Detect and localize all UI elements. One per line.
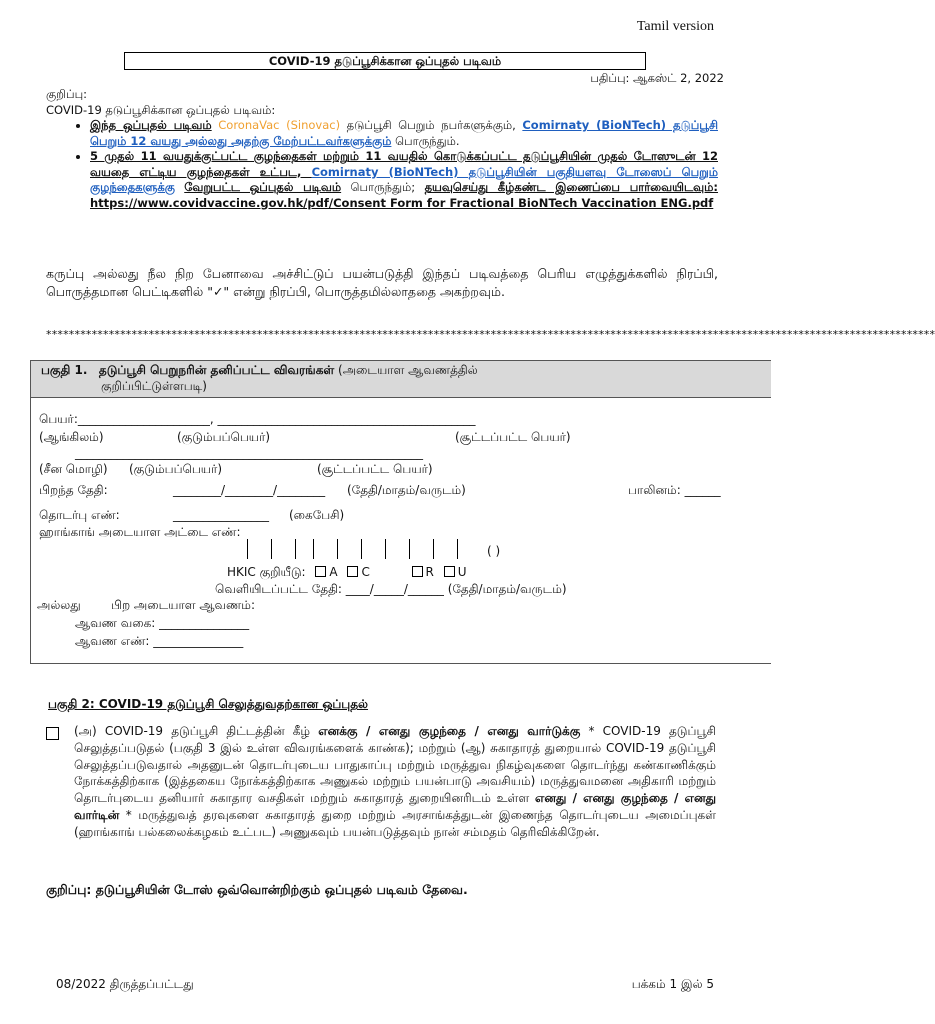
bullet-2-bold: 5 முதல் 11 வயதுக்குட்பட்ட குழந்தைகள் மற்றும் 11 வயதில் கொடுக்கப்பட்ட தடுப்பூசியின் முதல் டோஸுடன் 12 வயதை எட்டிய குழந்தைகள் உட்பட, [90,149,718,179]
dob-format: (தேதி/மாதம்/வருடம்) [347,483,466,497]
or-label: அல்லது [37,598,81,612]
bullet-2-see: தயவுசெய்து கீழ்கண்ட இணைப்பை பார்வையிடவும்: [424,180,719,195]
hkid-boxes[interactable] [247,539,457,561]
given-name-label: (சூட்டப்பட்ட பெயர்) [455,430,571,444]
code-u-label: U [457,565,467,579]
comirnaty-link-2[interactable]: Comirnaty (BioNTech) தடுப்பூசியின் பகுதியளவு டோஸைப் பெறும் குழந்தைகளுக்கு [90,164,718,195]
hkid-box[interactable] [271,539,296,559]
comirnaty-link-1[interactable]: Comirnaty (BioNTech) தடுப்பூசி பெறும் 12 வயது அல்லது அதற்கு மேற்பட்டவர்களுக்கும் [90,118,718,148]
bullet-2-mid: பொருந்தும்; [341,180,425,195]
checkbox-u[interactable] [444,566,455,577]
hkic-code-row [227,564,466,580]
hkid-box[interactable] [361,539,386,559]
hkid-box[interactable] [247,539,272,559]
checkbox-c[interactable] [347,566,358,577]
chinese-label: (சீன மொழி) [39,462,108,476]
hkid-box[interactable] [313,539,338,559]
doc-type-field[interactable]: ஆவண வகை: _______________ [75,616,250,630]
consent-text-2: * COVID-19 தடுப்பூசி செலுத்தப்படுதல் (பகுதி 3 இல் உள்ள விவரங்களைக் காண்க); மற்றும் (ஆ) சுகாதாரத் துறையால் COVID-19 தடுப்பூசி செலுத்தப்படுவதால் அதனுடன் தொடர்புடைய பாதுகாப்பு மற்றும் மருத்துவ நிகழ்வுகளை தொடர்ந்து கண்காணிக்கும் நோக்கத்திற்காக (இத்தகைய நோக்கத்திற்காக அணுகல் மற்றும் பயன்பாடு அவசியம்) மருத்துவமனை அதிகாரி மற்றும் தொடர்புடைய தனியார் சுகாதார வசதிகள் மற்றும் சுகாதாரத் துறையினரிடம் உள்ள [74,724,716,806]
section-1-subtitle-b: குறிப்பிட்டுள்ளபடி) [101,378,207,393]
name-blank[interactable]: ______________________, ___________________________________________ [77,412,476,426]
consent-bold-1: எனக்கு / எனது குழந்தை / எனது வார்டுக்கு [318,724,581,738]
bullet-1 [90,118,718,149]
issue-date-row [215,581,567,597]
dob-label: பிறந்த தேதி: [39,483,108,497]
note-bullets [46,118,718,211]
chinese-name-blank[interactable]: __________________________________________________________ [75,446,423,460]
name-label: பெயர்: [39,412,78,426]
section-1-box [30,360,771,664]
edition-date: பதிப்பு: ஆகஸ்ட் 2, 2022 [590,71,724,85]
form-title: COVID-19 தடுப்பூசிக்கான ஒப்புதல் படிவம் [124,52,646,70]
hkid-label: ஹாங்காங் அடையாள அட்டை எண்: [39,525,241,539]
chinese-given-name-label: (சூட்டப்பட்ட பெயர்) [317,462,433,476]
chinese-surname-label: (குடும்பப்பெயர்) [129,462,223,476]
dob-field[interactable]: ________/________/________ [173,483,326,497]
bullet-2 [90,149,718,211]
consent-bold-2: எனது / எனது குழந்தை / எனது வார்டின் [74,791,716,822]
issue-date-field[interactable]: ____/_____/______ [345,582,444,596]
bullet-1-end: பொருந்தும். [391,133,460,148]
section-1-subtitle-a: (அடையாள ஆவணத்தில் [338,363,478,377]
consent-text-3: * மருத்துவத் தரவுகளை சுகாதாரத் துறை மற்றும் அரசாங்கத்துடன் இணைந்த தொடர்புடைய அமைப்புகள் (ஹாங்காங் பல்கலைக்கழகம் உட்பட) அணுகவும் பயன்படுத்தவும் நான் சம்மதம் தெரிவிக்கிறேன். [74,807,716,839]
bullet-1-bold: இந்த ஒப்புதல் படிவம் [90,118,212,133]
fill-instructions: கருப்பு அல்லது நீல நிற பேனாவை அச்சிட்டுப் பயன்படுத்தி இந்தப் படிவத்தை பெரிய எழுத்துக்களில் நிரப்பி, பொருத்தமான பெட்டிகளில் "✓" என்று நிரப்பி, பொருத்தமில்லாததை அகற்றவும். [46,266,718,300]
issue-date-format: (தேதி/மாதம்/வருடம்) [447,582,567,596]
consent-form-url[interactable]: https://www.covidvaccine.gov.hk/pdf/Consent Form for Fractional BioNTech Vaccination ENG.pdf [90,195,714,210]
hkid-box[interactable] [409,539,434,559]
consent-text [74,723,716,841]
issue-date-label: வெளியிடப்பட்ட தேதி: [215,582,342,596]
mobile-label: (கைபேசி) [289,508,345,522]
star-divider: ************************************************************************************************************************************************************ [46,328,935,341]
doc-number-field[interactable]: ஆவண எண்: _______________ [75,634,244,648]
hkic-label: HKIC குறியீடு: [227,565,306,579]
code-a-label: A [329,565,338,579]
other-doc-label: பிற அடையாள ஆவணம்: [111,598,255,612]
section-1-header [31,361,771,398]
section-2-title: பகுதி 2: COVID-19 தடுப்பூசி செலுத்துவதற்கான ஒப்புதல் [48,697,369,711]
dose-note: குறிப்பு: தடுப்பூசியின் டோஸ் ஒவ்வொன்றிற்கும் ஒப்புதல் படிவம் தேவை. [46,882,468,897]
code-c-label: C [361,565,370,579]
section-1-title: தடுப்பூசி பெறுநரின் தனிப்பட்ட விவரங்கள் [98,363,335,377]
code-r-label: R [425,565,434,579]
note-intro: COVID-19 தடுப்பூசிக்கான ஒப்புதல் படிவம்: [46,102,276,117]
note-block [46,87,718,211]
bullet-1-mid: தடுப்பூசி பெறும் நபர்களுக்கும், [340,118,523,133]
surname-label: (குடும்பப்பெயர்) [177,430,271,444]
note-label: குறிப்பு: [46,87,88,101]
consent-checkbox[interactable] [46,727,59,740]
name-field[interactable] [39,411,476,427]
consent-text-1: (அ) COVID-19 தடுப்பூசி திட்டத்தின் கீழ் [74,724,319,738]
section-1-number: பகுதி 1. [41,363,88,377]
phone-field[interactable]: ________________ [173,508,269,522]
english-label: (ஆங்கிலம்) [39,430,104,444]
hkid-box[interactable] [385,539,410,559]
hkid-box[interactable] [433,539,458,559]
phone-label: தொடர்பு எண்: [39,508,120,522]
version-label: Tamil version [636,19,714,34]
hkid-check-digit[interactable]: ( ) [487,544,501,558]
revision-date: 08/2022 திருத்தப்பட்டது [56,977,194,991]
bullet-2-different-form: வேறுபட்ட ஒப்புதல் படிவம் [184,180,342,195]
hkid-box[interactable] [337,539,362,559]
sex-field[interactable]: பாலினம்: ______ [628,483,721,497]
coronavac-text: CoronaVac (Sinovac) [218,118,341,133]
page-number: பக்கம் 1 இல் 5 [631,977,714,991]
checkbox-a[interactable] [315,566,326,577]
checkbox-r[interactable] [412,566,423,577]
